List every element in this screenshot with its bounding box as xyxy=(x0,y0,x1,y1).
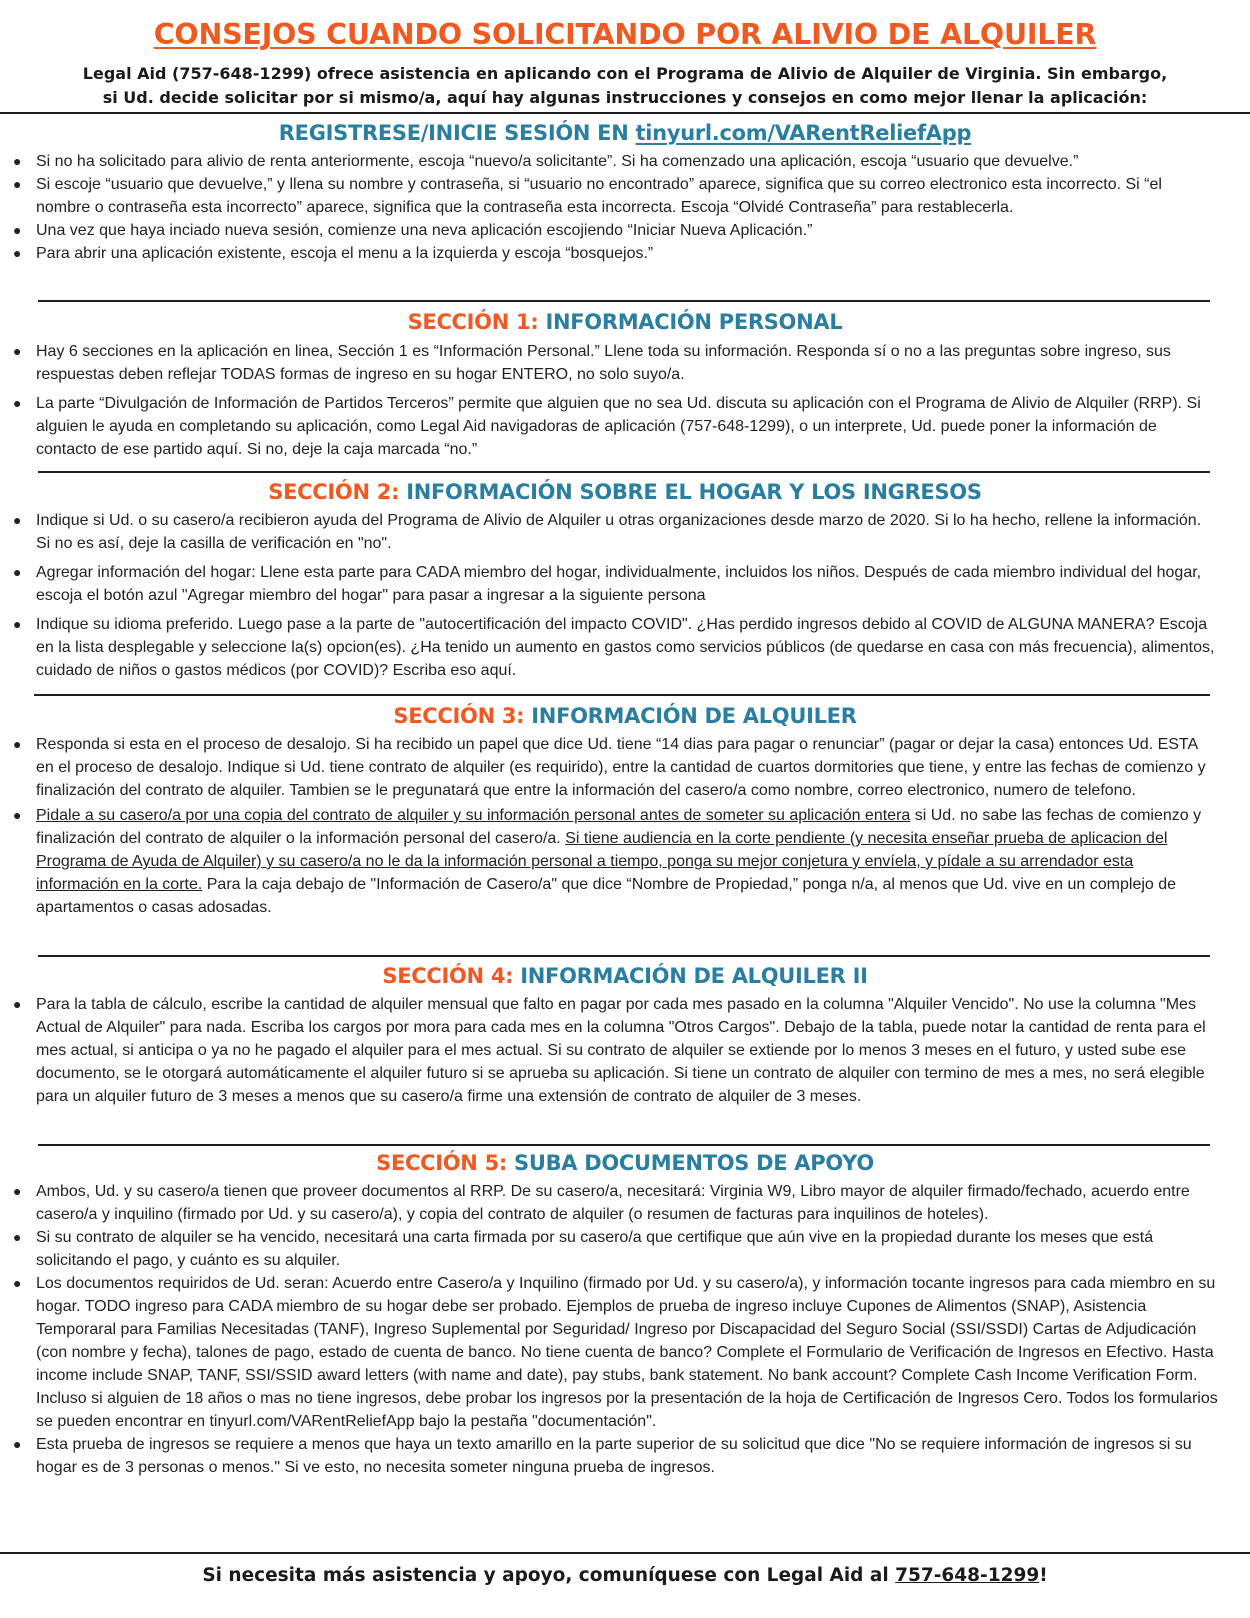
divider xyxy=(34,694,1210,696)
section-3-heading: SECCIÓN 3: INFORMACIÓN DE ALQUILER xyxy=(393,704,857,728)
list-item: ● Pidale a su casero/a por una copia del contrato de alquiler y su información personal antes de someter su aplicación entera si Ud. no sabe las fechas de comienzo y finalización del contrato de alquiler o la información personal del casero/a. Si tiene audiencia en la corte pendiente (y necesita enseñar prueba de aplicacion del Programa de Ayuda de Alquiler) y su casero/a no le da la información personal a tiempo, ponga su mejor conjetura y envíela, y pídale a su arrendador esta información en la corte. Para la caja debajo de "Información de Casero/a" que dice “Nombre de Propiedad,” ponga n/a, al menos que Ud. vive en un complejo de apartamentos o casas adosadas. xyxy=(36,804,1218,919)
page-title: CONSEJOS CUANDO SOLICITANDO POR ALIVIO DE ALQUILER xyxy=(153,18,1097,51)
bullet-icon: ● xyxy=(13,1436,22,1452)
section-4-list xyxy=(13,993,1218,1108)
section-2-heading: SECCIÓN 2: INFORMACIÓN SOBRE EL HOGAR Y LOS INGRESOS xyxy=(268,480,982,504)
list-item: ● Agregar información del hogar: Llene esta parte para CADA miembro del hogar, individualmente, incluidos los niños. Después de cada miembro individual del hogar, escoja el botón azul "Agregar miembro del hogar" para pasar a ingresar a la siguiente persona xyxy=(36,561,1218,607)
list-item: ● Hay 6 secciones en la aplicación en linea, Sección 1 es “Información Personal.” Llene toda su información. Responda sí o no a las preguntas sobre ingreso, sus respuestas deben reflejar TODAS formas de ingreso en su hogar ENTERO, no solo suyo/a. xyxy=(36,340,1218,386)
section-5-list xyxy=(13,1180,1218,1479)
list-item: ● Responda si esta en el proceso de desalojo. Si ha recibido un papel que dice Ud. tiene “14 dias para pagar o renunciar” (pagar or dejar la casa) entonces Ud. ESTA en el proceso de desalojo. Indique si Ud. tiene contrato de alquiler (es requirido), entre la cantidad de cuartos dormitories que tiene, y entre las fechas de comienzo y finalización del contrato de alquiler. Tambien se le pregunatará que entre la información del casero/a como nombre, correo electronico, numero de telefono. xyxy=(36,733,1218,802)
bullet-icon: ● xyxy=(13,1275,22,1291)
bullet-icon: ● xyxy=(13,736,22,752)
list-item: ● Esta prueba de ingresos se requiere a menos que haya un texto amarillo en la parte superior de su solicitud que dice "No se requiere información de ingresos si su hogar es de 3 personas o menos." Si ve esto, no necesita someter ninguna prueba de ingresos. xyxy=(36,1433,1218,1479)
divider xyxy=(0,112,1250,114)
divider xyxy=(38,471,1210,473)
section-5-heading: SECCIÓN 5: SUBA DOCUMENTOS DE APOYO xyxy=(376,1151,874,1175)
bullet-icon: ● xyxy=(13,176,22,192)
list-item: ● Indique si Ud. o su casero/a recibieron ayuda del Programa de Alivio de Alquiler u otras organizaciones desde marzo de 2020. Si lo ha hecho, rellene la información. Si no es así, deje la casilla de verificación en "no". xyxy=(36,509,1218,555)
list-item: ● Los documentos requiridos de Ud. seran: Acuerdo entre Casero/a y Inquilino (firmado por Ud. y su casero/a), y información tocante ingresos para cada miembro en su hogar. TODO ingreso para CADA miembro de su hogar debe ser probado. Ejemplos de prueba de ingreso incluye Cupones de Alimentos (SNAP), Asistencia Temporaral para Familias Necesitadas (TANF), Ingreso Suplemental por Seguridad/ Ingreso por Discapacidad del Seguro Social (SSI/SSDI) Cartas de Adjudicación (con nombre y fecha), talones de pago, estado de cuenta de banco. No tiene cuenta de banco? Complete el Formulario de Verificación de Ingresos en Efectivo. Hasta income include SNAP, TANF, SSI/SSID award letters (with name and date), pay stubs, bank statement. No bank account? Complete Cash Income Verification Form. Incluso si alguien de 18 años o mas no tiene ingresos, debe probar los ingresos por la presentación de la hoja de Certificación de Ingresos Cero. Todos los formularios se pueden encontrar en tinyurl.com/VARentReliefApp bajo la pestaña "documentación". xyxy=(36,1272,1218,1433)
list-item: ● La parte “Divulgación de Información de Partidos Terceros” permite que alguien que no sea Ud. discuta su aplicación con el Programa de Alivio de Alquiler (RRP). Si alguien le ayuda en completando su aplicación, como Legal Aid navigadoras de aplicación (757-648-1299), o un interprete, Ud. puede poner la información de contacto de ese partido aquí. Si no, deje la caja marcada “no.” xyxy=(36,392,1218,461)
intro-line-1: Legal Aid (757-648-1299) ofrece asistencia en aplicando con el Programa de Alivio de Alquiler de Virginia. Sin embargo, xyxy=(82,64,1168,83)
bullet-icon: ● xyxy=(13,1183,22,1199)
bullet-icon: ● xyxy=(13,395,22,411)
footer-phone-link[interactable]: 757-648-1299 xyxy=(895,1565,1040,1586)
bullet-icon: ● xyxy=(13,996,22,1012)
bullet-icon: ● xyxy=(13,616,22,632)
intro-line-2: si Ud. decide solicitar por si mismo/a, aquí hay algunas instrucciones y consejos en como mejor llenar la aplicación: xyxy=(102,88,1148,107)
bullet-icon: ● xyxy=(13,153,22,169)
section-3-list xyxy=(13,733,1218,919)
section-2-list xyxy=(13,509,1218,682)
intro-text xyxy=(40,62,1210,110)
list-item: ● Ambos, Ud. y su casero/a tienen que proveer documentos al RRP. De su casero/a, necesitará: Virginia W9, Libro mayor de alquiler firmado/fechado, acuerdo entre casero/a y inquilino (firmado por Ud. y su casero/a), y copia del contrato de alquiler (o resumen de facturas para inquilinos de hoteles). xyxy=(36,1180,1218,1226)
list-item: ● Para la tabla de cálculo, escribe la cantidad de alquiler mensual que falto en pagar por cada mes pasado en la columna "Alquiler Vencido". No use la columna "Mes Actual de Alquiler" para nada. Escriba los cargos por mora para cada mes en la columna "Otros Cargos". Debajo de la tabla, puede notar la cantidad de renta para el mes actual, si anticipa o ya no he pagado el alquiler para el mes actual. Si su contrato de alquiler se extiende por lo menos 3 meses en el futuro, y usted sube ese documento, se le otorgará automáticamente el alquiler futuro si se aprueba su aplicación. Si tiene un contrato de alquiler con termino de mes a mes, no será elegible para un alquiler futuro de 3 meses a menos que su casero/a firme una extensión de contrato de alquiler de 3 meses. xyxy=(36,993,1218,1108)
list-item: ● Una vez que haya inciado nueva sesión, comienze una neva aplicación escojiendo “Iniciar Nueva Aplicación.” xyxy=(36,219,1218,242)
divider xyxy=(38,1144,1210,1146)
register-heading xyxy=(0,121,1250,145)
section-1-heading: SECCIÓN 1: INFORMACIÓN PERSONAL xyxy=(407,310,843,334)
bullet-icon: ● xyxy=(13,245,22,261)
bullet-icon: ● xyxy=(13,807,22,823)
list-item: ● Indique su idioma preferido. Luego pase a la parte de "autocertificación del impacto COVID". ¿Has perdido ingresos debido al COVID de ALGUNA MANERA? Escoja en la lista desplegable y seleccione la(s) opcion(es). ¿Ha tenido un aumento en gastos como servicios públicos (de quedarse en casa con más frecuencia), alimentos, cuidado de niños o gastos médicos (por COVID)? Escriba eso aquí. xyxy=(36,613,1218,682)
register-link[interactable]: tinyurl.com/VARentReliefApp xyxy=(635,121,972,145)
section-1-list xyxy=(13,340,1218,461)
bullet-icon: ● xyxy=(13,343,22,359)
bullet-icon: ● xyxy=(13,564,22,580)
list-item: ● Si escoje “usuario que devuelve,” y llena su nombre y contraseña, si “usuario no encontrado” aparece, significa que su correo electronico esta incorrecto. Si “el nombre o contraseña esta incorrecto” aparece, significa que la contraseña esta incorrecta. Escoja “Olvidé Contraseña” para restablecerla. xyxy=(36,173,1218,219)
register-heading-text: REGISTRESE/INICIE SESIÓN EN xyxy=(278,121,629,145)
list-item: ● Si no ha solicitado para alivio de renta anteriormente, escoja “nuevo/a solicitante”. Si ha comenzado una aplicación, escoja “usuario que devuelve.” xyxy=(36,150,1218,173)
bullet-icon: ● xyxy=(13,512,22,528)
section-4-heading: SECCIÓN 4: INFORMACIÓN DE ALQUILER II xyxy=(382,964,868,988)
divider xyxy=(38,300,1210,302)
footer-contact: Si necesita más asistencia y apoyo, comuníquese con Legal Aid al 757-648-1299! xyxy=(202,1565,1048,1586)
divider xyxy=(0,1552,1250,1554)
bullet-icon: ● xyxy=(13,222,22,238)
divider xyxy=(38,955,1210,957)
register-list xyxy=(13,150,1218,265)
bullet-icon: ● xyxy=(13,1229,22,1245)
list-item: ● Si su contrato de alquiler se ha vencido, necesitará una carta firmada por su casero/a que certifique que aún vive en la propiedad durante los meses que está solicitando el pago, y cuánto es su alquiler. xyxy=(36,1226,1218,1272)
list-item: ● Para abrir una aplicación existente, escoja el menu a la izquierda y escoja “bosquejos.” xyxy=(36,242,1218,265)
